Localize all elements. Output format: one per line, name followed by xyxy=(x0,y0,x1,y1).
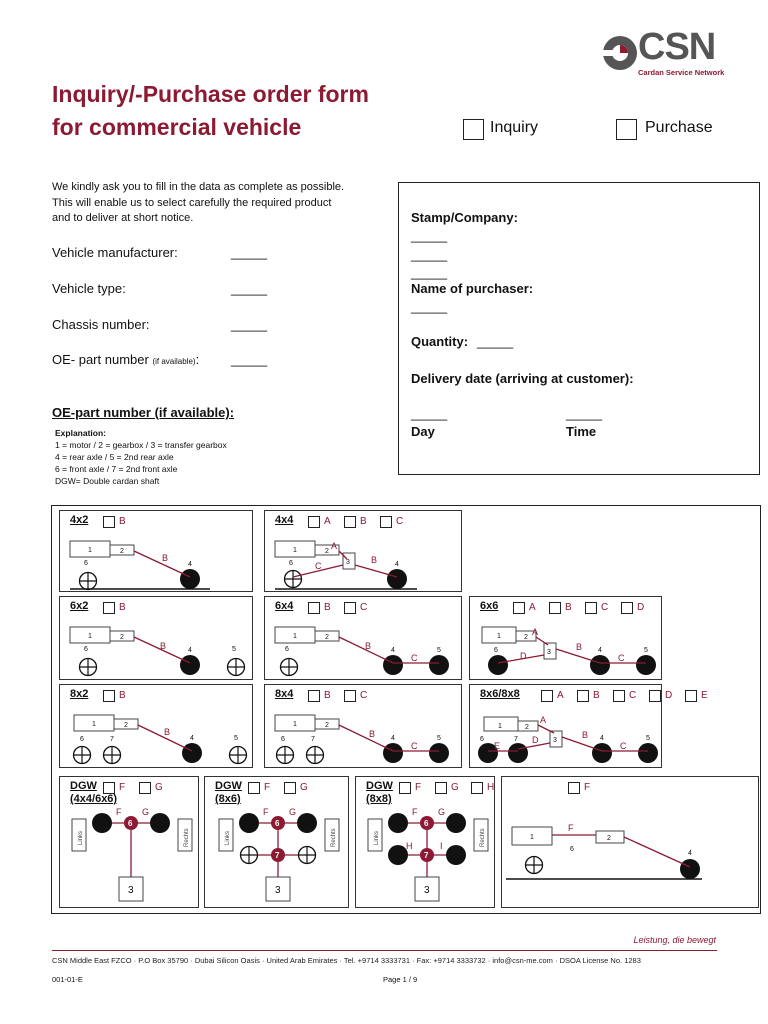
panel-title: 6x4 xyxy=(275,600,294,612)
diagram-label: C xyxy=(411,741,418,751)
explanation-line-4: DGW= Double cardan shaft xyxy=(55,476,160,486)
diagram-label: 4 xyxy=(391,735,395,742)
dgw-diagram xyxy=(72,807,192,901)
panel-subtitle: (8x6) xyxy=(215,793,241,805)
option-label: H xyxy=(487,782,495,793)
drivetrain-diagram xyxy=(265,597,463,681)
inquiry-label: Inquiry xyxy=(490,119,539,136)
diagram-label: 2 xyxy=(325,722,329,729)
stamp-line-2[interactable]: _____ xyxy=(411,247,448,262)
wheel-left-icon xyxy=(92,813,112,833)
diagram-label: B xyxy=(162,553,169,563)
driven-wheel-icon xyxy=(429,743,449,763)
diagram-label: 1 xyxy=(498,723,502,730)
panel-p4x2 xyxy=(59,510,253,592)
driven-wheel-icon xyxy=(638,743,658,763)
drivetrain-diagram xyxy=(205,777,350,909)
panel-title: 8x4 xyxy=(275,688,294,700)
option-label: F xyxy=(264,782,271,793)
drivetrain-diagram xyxy=(60,777,200,909)
time-label: Time xyxy=(566,424,597,439)
wheel-right-icon xyxy=(150,813,170,833)
diagram-label: 4 xyxy=(600,735,604,742)
driven-wheel-icon xyxy=(180,655,200,675)
option-label: B xyxy=(119,602,126,613)
panel-subtitle: (8x8) xyxy=(366,793,392,805)
diagram-label: 6 xyxy=(494,647,498,654)
oe-part-number-label xyxy=(52,352,199,367)
diagram-label: 5 xyxy=(646,735,650,742)
rechts-label: Rechts xyxy=(480,828,486,847)
document-id: 001-01-E xyxy=(52,975,83,984)
purchaser-name-field[interactable]: _____ xyxy=(411,299,448,314)
diagram-label: G xyxy=(438,807,446,817)
drivetrain-diagram xyxy=(265,685,463,769)
diagram-label: 1 xyxy=(497,633,501,640)
inquiry-checkbox[interactable] xyxy=(463,119,484,140)
diagram-label: 1 xyxy=(530,834,534,841)
option-label: C xyxy=(629,690,637,701)
option-label: B xyxy=(565,602,572,613)
panel-p4x4 xyxy=(264,510,462,592)
option-label: D xyxy=(637,602,645,613)
diagram-label: 5 xyxy=(232,646,236,653)
diagram-label: 3 xyxy=(275,885,281,896)
diagram-label: B xyxy=(164,727,171,737)
option-label: C xyxy=(601,602,609,613)
page-title xyxy=(52,78,369,144)
panel-dgw3 xyxy=(355,776,495,908)
intro-text xyxy=(52,180,344,227)
panel-subtitle: (4x4/6x6) xyxy=(70,793,118,805)
logo-subtitle: Cardan Service Network xyxy=(638,68,725,77)
option-label: F xyxy=(119,782,126,793)
shaft-a xyxy=(536,637,548,645)
stamp-company-label: Stamp/Company: xyxy=(411,210,518,225)
time-field[interactable]: _____ xyxy=(566,406,603,421)
drivetrain-diagram xyxy=(470,597,663,681)
purchase-label: Purchase xyxy=(645,119,713,136)
drivetrain-diagram xyxy=(470,685,663,769)
explanation-line-2: 4 = rear axle / 5 = 2nd rear axle xyxy=(55,452,174,462)
chassis-number-field[interactable]: _____ xyxy=(231,317,268,332)
links-label: Links xyxy=(374,830,380,845)
panel-title: DGW xyxy=(366,780,393,792)
oe-part-colon: : xyxy=(195,352,200,367)
diagram-label: 2 xyxy=(325,548,329,555)
dgw-diagram xyxy=(368,807,488,901)
option-label: B xyxy=(324,690,331,701)
panel-single xyxy=(501,776,759,908)
panel-dgw2 xyxy=(204,776,349,908)
diagram-label: 4 xyxy=(190,735,194,742)
option-label: D xyxy=(665,690,673,701)
diagram-label: 7 xyxy=(110,736,114,743)
slogan: Leistung, die bewegt xyxy=(633,935,716,945)
diagram-label: 3 xyxy=(553,737,557,744)
option-label: A xyxy=(324,516,331,527)
option-label: A xyxy=(529,602,536,613)
driven-wheel-icon xyxy=(383,655,403,675)
logo-mark-icon xyxy=(600,34,640,72)
drivetrain-diagram xyxy=(60,511,254,593)
diagram-label: D xyxy=(532,735,539,745)
wheel-right-icon xyxy=(446,813,466,833)
title-line-2: for commercial vehicle xyxy=(52,114,302,140)
driven-wheel-icon xyxy=(592,743,612,763)
vehicle-manufacturer-field[interactable]: _____ xyxy=(231,245,268,260)
diagram-label: 5 xyxy=(234,735,238,742)
option-label: G xyxy=(155,782,163,793)
diagram-label: 6 xyxy=(570,846,574,853)
diagram-label: 3 xyxy=(346,559,350,566)
diagram-label: A xyxy=(331,541,338,551)
panel-p8x2 xyxy=(59,684,253,768)
title-line-1: Inquiry/-Purchase order form xyxy=(52,81,369,107)
option-label: B xyxy=(324,602,331,613)
diagram-label: 2 xyxy=(607,835,611,842)
diagram-label: 2 xyxy=(120,548,124,555)
wheel-left-icon xyxy=(239,813,259,833)
driven-wheel-icon xyxy=(180,569,200,589)
diagram-label: 6 xyxy=(289,560,293,567)
shaft-a xyxy=(538,725,554,733)
shaft-b xyxy=(339,725,393,751)
purchaser-name-label: Name of purchaser: xyxy=(411,281,534,296)
diagram-label: 3 xyxy=(547,649,551,656)
driven-wheel-icon xyxy=(387,569,407,589)
panel-title: 8x6/8x8 xyxy=(480,688,520,700)
vehicle-type-label: Vehicle type: xyxy=(52,281,126,296)
diagram-label: 4 xyxy=(598,647,602,654)
oe-part-number-field[interactable]: _____ xyxy=(231,352,268,367)
diagram-label: F xyxy=(412,807,418,817)
diagram-label: 6 xyxy=(84,560,88,567)
option-label: B xyxy=(593,690,600,701)
diagram-label: B xyxy=(365,641,372,651)
diagram-label: 5 xyxy=(644,647,648,654)
option-label: F xyxy=(415,782,422,793)
diagram-label: 2 xyxy=(524,634,528,641)
day-field[interactable]: _____ xyxy=(411,406,448,421)
chassis-number-label: Chassis number: xyxy=(52,317,150,332)
diagram-label: 2 xyxy=(120,634,124,641)
diagram-label: B xyxy=(576,642,583,652)
logo-text: CSN xyxy=(638,26,716,68)
panel-p6x4 xyxy=(264,596,462,680)
explanation-line-3: 6 = front axle / 7 = 2nd front axle xyxy=(55,464,178,474)
option-label: C xyxy=(396,516,404,527)
oe-part-text: OE- part number xyxy=(52,352,149,367)
diagram-label: E xyxy=(494,741,501,751)
diagram-label: 7 xyxy=(514,736,518,743)
diagram-label: 6 xyxy=(480,736,484,743)
quantity-label: Quantity: xyxy=(411,334,469,349)
drivetrain-diagram xyxy=(265,511,463,593)
diagram-label: 6 xyxy=(285,646,289,653)
diagram-label: 4 xyxy=(188,561,192,568)
diagram-label: F xyxy=(263,807,269,817)
option-checkbox-e[interactable] xyxy=(685,690,697,702)
diagram-label: 1 xyxy=(88,633,92,640)
diagram-label: G xyxy=(289,807,297,817)
driven-wheel-icon xyxy=(590,655,610,675)
diagram-label: C xyxy=(315,561,322,571)
diagram-label: H xyxy=(406,841,413,851)
stamp-line-1[interactable]: _____ xyxy=(411,228,448,243)
shaft-b xyxy=(355,565,397,577)
diagram-label: A xyxy=(532,627,539,637)
diagram-label: 4 xyxy=(391,647,395,654)
wheel-left-icon xyxy=(388,813,408,833)
diagram-label: 1 xyxy=(293,721,297,728)
panel-p6x6 xyxy=(469,596,662,680)
links-label: Links xyxy=(78,830,84,845)
diagram-label: B xyxy=(582,730,589,740)
quantity-field[interactable]: _____ xyxy=(477,334,514,349)
drivetrain-diagram xyxy=(356,777,496,909)
panel-title: DGW xyxy=(215,780,242,792)
driven-wheel-icon xyxy=(383,743,403,763)
drivetrain-diagram xyxy=(60,685,254,769)
shaft-rear xyxy=(624,837,690,867)
diagram-label: 7 xyxy=(311,736,315,743)
option-label: B xyxy=(119,516,126,527)
diagram-label: 4 xyxy=(188,647,192,654)
day-label: Day xyxy=(411,424,435,439)
panel-title: 6x2 xyxy=(70,600,89,612)
panel-title: DGW xyxy=(70,780,97,792)
wheel-right-icon xyxy=(297,813,317,833)
driven-wheel-icon xyxy=(182,743,202,763)
panel-p8x6 xyxy=(469,684,708,768)
driven-wheel-icon xyxy=(488,655,508,675)
diff-label: 7 xyxy=(275,851,280,860)
option-label: B xyxy=(119,690,126,701)
vehicle-type-field[interactable]: _____ xyxy=(231,281,268,296)
panel-title: 4x4 xyxy=(275,514,294,526)
page-number: Page 1 / 9 xyxy=(383,975,418,984)
diagram-label: I xyxy=(440,841,443,851)
panel-p6x2 xyxy=(59,596,253,680)
diff-label: 6 xyxy=(128,819,133,828)
diagram-label: 5 xyxy=(437,735,441,742)
option-label: G xyxy=(300,782,308,793)
explanation-title: Explanation: xyxy=(55,428,107,438)
drivetrain-diagram xyxy=(60,597,254,681)
diagram-label: 2 xyxy=(124,722,128,729)
diagram-label: 4 xyxy=(688,850,692,857)
diagram-label: 1 xyxy=(293,633,297,640)
panel-title: 4x2 xyxy=(70,514,89,526)
driven-wheel-icon xyxy=(680,859,700,879)
diff-label: 6 xyxy=(275,819,280,828)
diagram-label: D xyxy=(520,651,527,661)
option-label: B xyxy=(360,516,367,527)
diagram-label: 5 xyxy=(437,647,441,654)
diagram-label: F xyxy=(568,823,574,833)
diagram-label: C xyxy=(620,741,627,751)
wheel-left-icon xyxy=(388,845,408,865)
diagram-label: 3 xyxy=(128,885,134,896)
diagram-label: 1 xyxy=(88,547,92,554)
drivetrain-diagram xyxy=(502,777,760,909)
panel-title: 8x2 xyxy=(70,688,89,700)
panel-dgw1 xyxy=(59,776,199,908)
stamp-line-3[interactable]: _____ xyxy=(411,265,448,280)
panel-title: 6x6 xyxy=(480,600,499,612)
diagram-label: C xyxy=(618,653,625,663)
diagram-label: B xyxy=(160,641,167,651)
diagram-label: 2 xyxy=(525,724,529,731)
option-label: C xyxy=(360,602,368,613)
intro-line-2: This will enable us to select carefully the required product xyxy=(52,196,332,209)
diagram-label: 6 xyxy=(281,736,285,743)
diff-label: 6 xyxy=(424,819,429,828)
option-label: C xyxy=(360,690,368,701)
delivery-date-label: Delivery date (arriving at customer): xyxy=(411,371,634,386)
diagram-label: F xyxy=(116,807,122,817)
links-label: Links xyxy=(225,830,231,845)
diagram-label: B xyxy=(369,729,376,739)
rechts-label: Rechts xyxy=(331,828,337,847)
intro-line-1: We kindly ask you to fill in the data as complete as possible. xyxy=(52,181,345,193)
panel-p8x4 xyxy=(264,684,462,768)
diagram-label: 1 xyxy=(293,547,297,554)
diagram-label: G xyxy=(142,807,150,817)
diagram-label: A xyxy=(540,715,547,725)
purchase-checkbox[interactable] xyxy=(616,119,637,140)
footer-divider xyxy=(52,950,717,951)
diagram-label: 6 xyxy=(84,646,88,653)
diagram-label: C xyxy=(411,653,418,663)
diagram-label: 3 xyxy=(424,885,430,896)
diagram-label: 1 xyxy=(92,721,96,728)
company-logo xyxy=(600,26,730,80)
driven-wheel-icon xyxy=(508,743,528,763)
oe-part-heading: OE-part number (if available): xyxy=(52,405,235,420)
diagram-label: 2 xyxy=(325,634,329,641)
driven-wheel-icon xyxy=(636,655,656,675)
explanation-line-1: 1 = motor / 2 = gearbox / 3 = transfer gearbox xyxy=(55,440,227,450)
intro-line-3: and to deliver at short notice. xyxy=(52,212,194,224)
diagram-label: 6 xyxy=(80,736,84,743)
diff-label: 7 xyxy=(424,851,429,860)
diagram-label: 4 xyxy=(395,561,399,568)
explanation xyxy=(55,427,227,487)
option-label: E xyxy=(701,690,708,701)
oe-part-small: (if available) xyxy=(152,357,196,366)
rechts-label: Rechts xyxy=(184,828,190,847)
option-label: A xyxy=(557,690,564,701)
option-label: F xyxy=(584,782,591,793)
option-label: G xyxy=(451,782,459,793)
vehicle-manufacturer-label: Vehicle manufacturer: xyxy=(52,245,178,260)
footer-address: CSN Middle East FZCO · P.O Box 35790 · Dubai Silicon Oasis · United Arab Emirates · Tel. +9714 3333731 · Fax: +9714 3333732 · info@csn-me.com · DSOA License No. 1283 xyxy=(52,956,641,965)
wheel-right-icon xyxy=(446,845,466,865)
purchaser-box xyxy=(398,182,760,475)
diagram-label: B xyxy=(371,555,378,565)
driven-wheel-icon xyxy=(429,655,449,675)
dgw-diagram xyxy=(219,807,339,901)
